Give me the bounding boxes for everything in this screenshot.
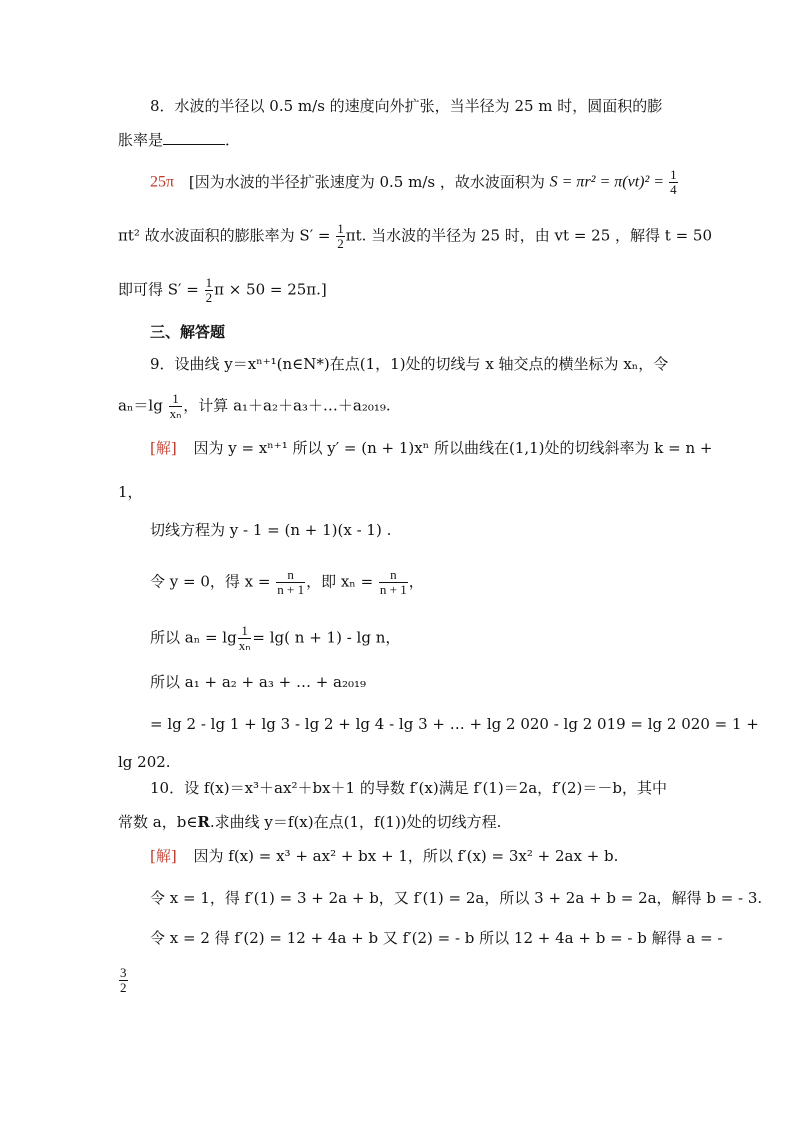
fraction-den: 2 <box>205 290 213 305</box>
a9-line1 <box>150 438 713 458</box>
solution-tag: [解] <box>150 847 177 865</box>
a8-line1-formula: S = πr² = π(vt)² = <box>549 173 669 191</box>
a10-line1 <box>150 846 618 866</box>
fraction-three-halves <box>119 966 128 995</box>
a10-line1-text: 因为 f(x) = x³ + ax² + bx + 1，所以 f′(x) = 3x² + 2ax + b. <box>193 847 619 865</box>
a9-line4-b: ，即 xₙ = <box>306 572 378 591</box>
a9-line4 <box>150 568 424 597</box>
q8-line2-end: ． <box>225 131 241 149</box>
fraction-num: n <box>379 568 408 583</box>
fraction-den: 4 <box>670 182 677 197</box>
q10-line2 <box>118 812 501 832</box>
a9-line4-c: ， <box>408 572 424 591</box>
fraction-one-over-xn <box>238 624 252 653</box>
fraction-num: 1 <box>337 221 344 236</box>
a9-line8: lg 202. <box>118 753 171 771</box>
fraction-num: n <box>276 568 305 583</box>
a9-line7: = lg 2 - lg 1 + lg 3 - lg 2 + lg 4 - lg 3 + … + lg 2 020 - lg 2 019 = lg 2 020 = 1 + <box>150 715 759 733</box>
fraction-n-over-n1 <box>379 568 408 597</box>
q10-line2-b: .求曲线 y＝f(x)在点(1，f(1))处的切线方程. <box>209 813 502 831</box>
fraction-n-over-n1 <box>276 568 305 597</box>
a9-line5 <box>150 624 400 653</box>
a9-line3: 切线方程为 y - 1 = (n + 1)(x - 1) . <box>150 521 392 539</box>
a8-line1 <box>150 168 679 197</box>
fraction-quarter <box>669 168 678 197</box>
q9-line2-b: ，计算 a₁＋a₂＋a₃＋…＋a₂₀₁₉. <box>183 396 391 415</box>
a8-line3-b: π × 50 = 25π.] <box>214 280 327 299</box>
fraction-den: n + 1 <box>379 582 407 597</box>
q9-line2 <box>118 392 391 421</box>
fraction-num: 1 <box>238 624 252 639</box>
a9-line4-a: 令 y = 0，得 x = <box>150 572 276 591</box>
fraction-half <box>205 276 214 305</box>
a8-line2-a: πt² 故水波面积的膨胀率为 S′ = <box>118 226 336 245</box>
fraction-den: xₙ <box>169 406 182 421</box>
a9-line5-b: = lg( n + 1) - lg n， <box>252 628 401 647</box>
a10-line3: 令 x = 2 得 f′(2) = 12 + 4a + b 又 f′(2) = - b 所以 12 + 4a + b = - b 解得 a = - <box>150 929 723 947</box>
fraction-num: 1 <box>205 275 213 290</box>
a9-line1-text: 因为 y = xⁿ⁺¹ 所以 y′ = (n + 1)xⁿ 所以曲线在(1,1)处的切线斜率为 k = n + <box>193 439 713 457</box>
q10-line1: 10．设 f(x)＝x³＋ax²＋bx＋1 的导数 f′(x)满足 f′(1)＝2a，f′(2)＝－b，其中 <box>150 779 667 797</box>
q8-line2-text: 胀率是 <box>118 131 164 149</box>
a8-line3 <box>118 276 327 305</box>
fraction-num: 3 <box>120 965 127 980</box>
reals-symbol: R <box>197 813 210 831</box>
section-title: 三、解答题 <box>150 323 226 341</box>
q8-line2 <box>118 130 240 150</box>
a10-line2: 令 x = 1，得 f′(1) = 3 + 2a + b，又 f′(1) = 2a，所以 3 + 2a + b = 2a，解得 b = - 3. <box>150 889 763 907</box>
a9-line2: 1， <box>118 483 143 501</box>
q8-line1: 8．水波的半径以 0.5 m/s 的速度向外扩张，当半径为 25 m 时，圆面积的膨 <box>150 97 663 115</box>
fraction-num: 1 <box>169 392 183 407</box>
solution-tag: [解] <box>150 439 177 457</box>
fraction-den: 2 <box>337 236 344 251</box>
fraction-one-over-xn <box>169 392 183 421</box>
q9-line2-a: aₙ＝lg <box>118 396 168 415</box>
q9-line1: 9．设曲线 y＝xⁿ⁺¹(n∈N*)在点(1，1)处的切线与 x 轴交点的横坐标为 xₙ，令 <box>150 355 669 373</box>
fraction-den: n + 1 <box>277 582 305 597</box>
a9-line6: 所以 a₁ + a₂ + a₃ + … + a₂₀₁₉ <box>150 673 367 691</box>
a9-line5-a: 所以 aₙ = lg <box>150 628 237 647</box>
a10-line4 <box>118 966 129 995</box>
answer-blank <box>163 130 225 145</box>
a8-line2-b: πt. 当水波的半径为 25 时，由 vt = 25 ，解得 t = 50 <box>345 226 712 245</box>
fraction-den: 2 <box>120 980 127 995</box>
fraction-half <box>336 222 345 251</box>
a8-line2 <box>118 222 712 251</box>
fraction-num: 1 <box>670 167 677 182</box>
a8-line1-text: [因为水波的半径扩张速度为 0.5 m/s ，故水波面积为 <box>188 172 550 191</box>
q10-line2-a: 常数 a，b∈ <box>118 813 198 831</box>
a8-line3-a: 即可得 S′ = <box>118 280 204 299</box>
a8-answer: 25π <box>150 173 175 191</box>
fraction-den: xₙ <box>238 638 251 653</box>
